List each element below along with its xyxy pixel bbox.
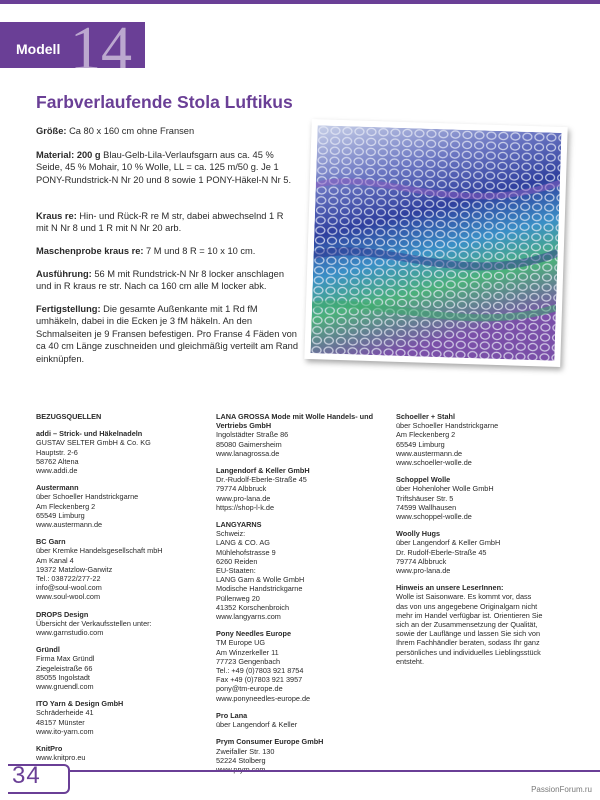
model-badge-number: 14 bbox=[70, 15, 132, 83]
top-purple-rule bbox=[0, 0, 600, 4]
supplier-woolly-hugs: Woolly Hugs über Langendorf & Keller GmbH Dr. Rudolf-Eberle-Straße 45 79774 Albbruck www.pro-lana.de bbox=[396, 529, 501, 576]
sources-column-3 bbox=[396, 412, 576, 674]
supplier-lana-grossa: LANA GROSSA Mode mit Wolle Handels- und Vertriebs GmbH Ingolstädter Straße 86 85080 Gaimersheim www.lanagrossa.de bbox=[216, 412, 374, 458]
sources-column-2 bbox=[216, 412, 384, 782]
instructions-paragraph: Ausführung: 56 M mit Rundstrick-N Nr 8 locker anschlagen und in R kraus re str. Nach ca 160 cm alle M locker abk. bbox=[36, 269, 284, 292]
model-badge-label: Modell bbox=[16, 41, 61, 57]
watermark: PassionForum.ru bbox=[531, 785, 592, 794]
footer-purple-rule bbox=[70, 770, 600, 772]
supplier-bc-garn: BC Garn über Kremke Handelsgesellschaft mbH Am Kanal 4 19372 Matzlow-Garwitz Tel.: 038722/277-22 info@soul-wool.com www.soul-wool.com bbox=[36, 537, 163, 602]
sources-heading: BEZUGSQUELLEN bbox=[36, 412, 102, 421]
supplier-ito: ITO Yarn & Design GmbH Schräderheide 41 48157 Münster www.ito-yarn.com bbox=[36, 699, 124, 736]
supplier-knitpro: KnitPro www.knitpro.eu bbox=[36, 744, 86, 763]
garter-stitch-paragraph: Kraus re: Hin- und Rück-R re M str, dabei abwechselnd 1 R mit N Nr 8 und 1 R mit N Nr 20 arb. bbox=[36, 211, 284, 234]
finishing-paragraph: Fertigstellung: Die gesamte Außenkante mit 1 Rd fM umhäkeln, dabei in die Ecken je 3 fM häkeln. An den Schmalseiten je 9 Fransen befestigen. Pro Franse 4 Fäden von ca 40 cm Länge zuschneiden und gleichmäßig verteilt am Rand einknüpfen. bbox=[36, 304, 299, 364]
material-paragraph: Material: 200 g Blau-Gelb-Lila-Verlaufsgarn aus ca. 45 % Seide, 45 % Mohair, 10 % Wolle, LL = ca. 125 m/50 g. Je 1 PONY-Rundstrick-N Nr 20 und 8 sowie 1 PONY-Häkel-N Nr 5. bbox=[36, 150, 292, 185]
stola-photo bbox=[304, 119, 567, 367]
supplier-pony-needles: Pony Needles Europe TM Europe UG Am Winzerkeller 11 77723 Gengenbach Tel.: +49 (0)7803 921 8754 Fax +49 (0)7803 921 3957 pony@tm-europe.de www.ponyneedles-europe.de bbox=[216, 629, 311, 703]
supplier-gruendl: Gründl Firma Max Gründl Ziegeleistraße 66 85055 Ingolstadt www.gruendl.com bbox=[36, 645, 95, 692]
supplier-prym: Prym Consumer Europe GmbH Zweifaller Str. 130 52224 Stolberg bbox=[216, 737, 324, 765]
supplier-langendorf-keller: Langendorf & Keller GmbH Dr.-Rudolf-Eberle-Straße 45 79774 Albbruck www.pro-lana.de https://shop-l-k.de bbox=[216, 466, 310, 512]
supplier-addi: addi – Strick- und Häkelnadeln GUSTAV SELTER GmbH & Co. KG Hauptstr. 2-6 58762 Altena www.addi.de bbox=[36, 429, 151, 476]
page-number: 34 bbox=[12, 762, 41, 789]
supplier-schoeller-stahl: Schoeller + Stahl über Schoeller Handstrickgarne Am Fleckenberg 2 65549 Limburg www.austermann.de www.schoeller-wolle.de bbox=[396, 412, 499, 468]
sources-column-1 bbox=[36, 412, 212, 771]
supplier-schoppel: Schoppel Wolle über Hohenloher Wolle GmbH Triftshäuser Str. 5 74599 Wallhausen www.schoppel-wolle.de bbox=[396, 475, 494, 522]
knit-texture-image bbox=[310, 125, 561, 361]
page-title: Farbverlaufende Stola Luftikus bbox=[36, 92, 293, 112]
gauge-paragraph: Maschenprobe kraus re: 7 M und 8 R = 10 x 10 cm. bbox=[36, 246, 256, 256]
reader-notice: Hinweis an unsere LeserInnen: Wolle ist Saisonware. Es kommt vor, dass das von uns angegebene Originalgarn nicht mehr im Handel verfügbar ist. Orientieren Sie sich an der Zusammensetzung der Qualität, sowie der Lauflänge und lassen Sie sich von Ihrem Fachhändler beraten, sodass Ihr ganz persönliches und individuelles Lieblingsstück entsteht. bbox=[396, 583, 543, 666]
supplier-pro-lana: Pro Lana über Langendorf & Keller bbox=[216, 710, 298, 730]
size-paragraph: Größe: Ca 80 x 160 cm ohne Fransen bbox=[36, 126, 195, 136]
supplier-austermann: Austermann über Schoeller Handstrickgarne Am Fleckenberg 2 65549 Limburg www.austermann.de bbox=[36, 483, 139, 530]
supplier-langyarns: LANGYARNS Schweiz: LANG & CO. AG Mühlehofstrasse 9 6260 Reiden EU-Staaten: LANG Garn & Wolle GmbH Modische Handstrickgarne Püllenweg 20 41352 Korschenbroich www.langyarns.com bbox=[216, 520, 305, 622]
supplier-drops: DROPS Design Übersicht der Verkaufsstellen unter: www.garnstudio.com bbox=[36, 609, 152, 638]
